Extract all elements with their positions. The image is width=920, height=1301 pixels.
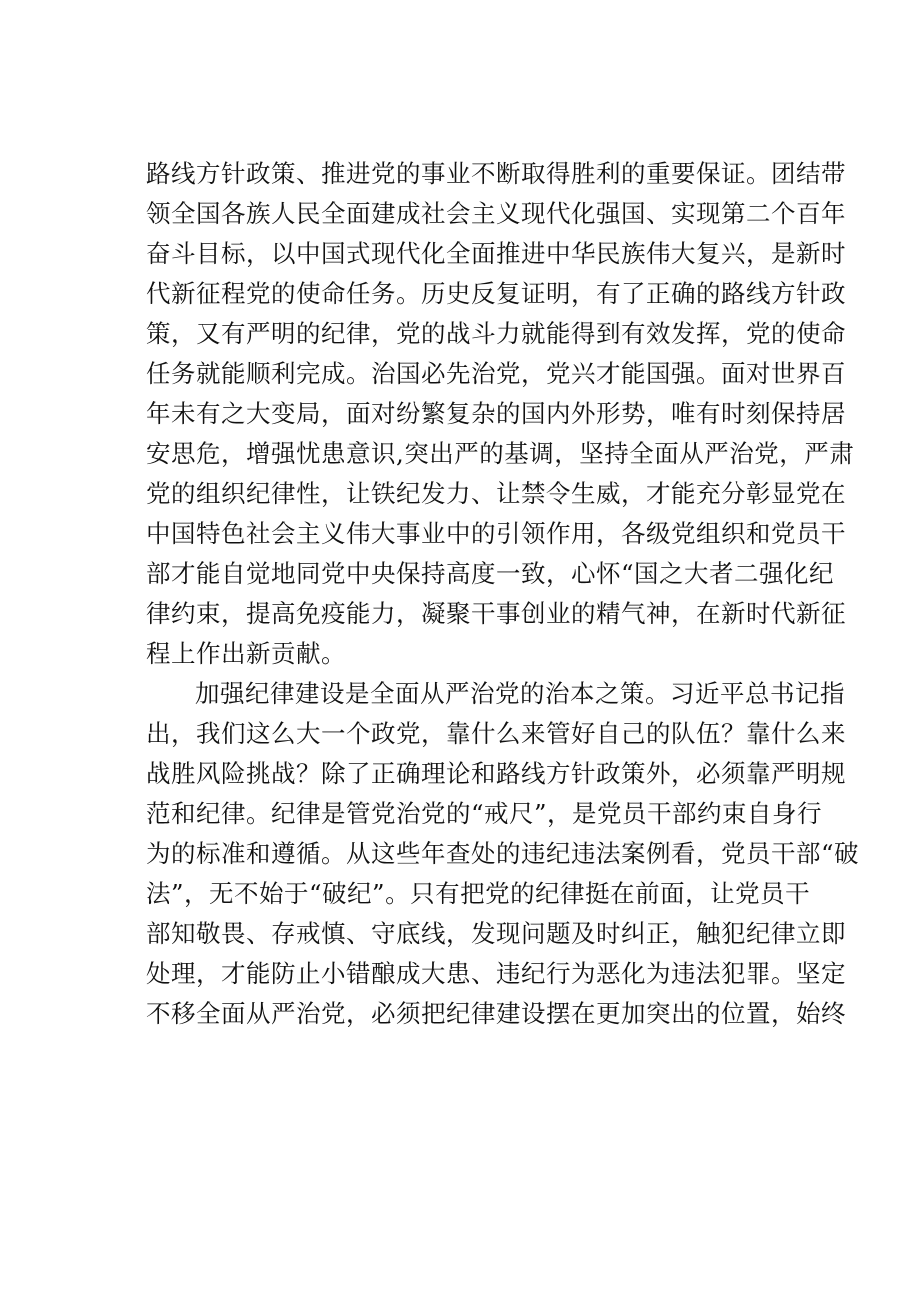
text-line: 为的标准和遵循。从这些年查处的违纪违法案例看，党员干部“破 xyxy=(146,839,860,868)
text-line: 出，我们这么大一个政党，靠什么来管好自己的队伍？靠什么来 xyxy=(146,719,846,748)
text-line: 范和纪律。纪律是管党治党的“戒尺”，是党员干部约束自身行 xyxy=(146,799,823,828)
text-line: 路线方针政策、推进党的事业不断取得胜利的重要保证。团结带 xyxy=(146,159,846,188)
text-line: 法”，无不始于“破纪”。只有把党的纪律挺在前面，让党员干 xyxy=(146,879,811,908)
text-line: 奋斗目标，以中国式现代化全面推进中华民族伟大复兴，是新时 xyxy=(146,239,846,268)
text-line: 党的组织纪律性，让铁纪发力、让禁令生威，才能充分彰显党在 xyxy=(146,479,846,508)
text-line: 不移全面从严治党，必须把纪律建设摆在更加突出的位置，始终 xyxy=(146,999,846,1028)
text-line: 任务就能顺利完成。治国必先治党，党兴才能国强。面对世界百 xyxy=(146,359,846,388)
text-line: 部才能自觉地同党中央保持高度一致，心怀“国之大者二强化纪 xyxy=(146,559,835,588)
text-line: 代新征程党的使命任务。历史反复证明，有了正确的路线方针政 xyxy=(146,279,846,308)
document-body xyxy=(146,154,860,1034)
text-line: 程上作出新贡献。 xyxy=(146,639,346,668)
text-line: 部知敬畏、存戒慎、守底线，发现问题及时纠正，触犯纪律立即 xyxy=(146,919,846,948)
text-line: 处理，才能防止小错酿成大患、违纪行为恶化为违法犯罪。坚定 xyxy=(146,959,846,988)
text-line: 领全国各族人民全面建成社会主义现代化强国、实现第二个百年 xyxy=(146,199,846,228)
text-line: 战胜风险挑战？除了正确理论和路线方针政策外，必须靠严明规 xyxy=(146,759,846,788)
text-line: 年未有之大变局，面对纷繁复杂的国内外形势，唯有时刻保持居 xyxy=(146,399,846,428)
paragraph-2 xyxy=(146,674,860,1034)
text-line-first-indented: 加强纪律建设是全面从严治党的治本之策。习近平总书记指 xyxy=(195,679,845,708)
text-line: 律约束，提高免疫能力，凝聚干事创业的精气神，在新时代新征 xyxy=(146,599,846,628)
text-line: 中国特色社会主义伟大事业中的引领作用，各级党组织和党员干 xyxy=(146,519,846,548)
paragraph-1 xyxy=(146,154,855,674)
text-line: 安思危，增强忧患意识,突出严的基调，坚持全面从严治党，严肃 xyxy=(146,439,855,468)
text-line: 策，又有严明的纪律，党的战斗力就能得到有效发挥，党的使命 xyxy=(146,319,846,348)
